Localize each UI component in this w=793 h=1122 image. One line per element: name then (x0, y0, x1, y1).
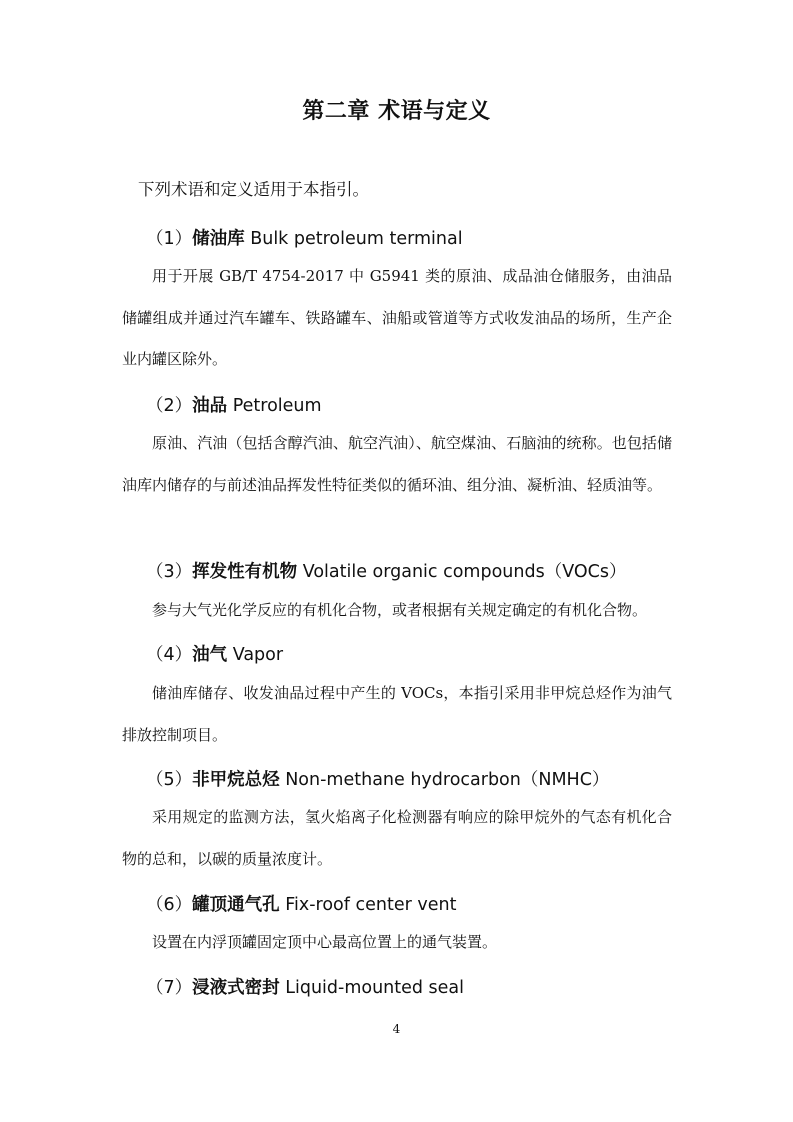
chapter-title: 第二章 术语与定义 (302, 99, 491, 124)
term-heading-5 (146, 766, 609, 791)
term-english: Volatile organic compounds（VOCs） (302, 562, 627, 582)
term-number: （1） (146, 229, 193, 249)
term-english: Non-methane hydrocarbon（NMHC） (285, 770, 610, 790)
term-definition-3: 参与大气光化学反应的有机化合物，或者根据有关规定确定的有机化合物。 (152, 601, 648, 619)
term-chinese: 非甲烷总烃 (192, 770, 280, 790)
term-definition-4: 储油库储存、收发油品过程中产生的 VOCs，本指引采用非甲烷总烃作为油气排放控制项目。 (122, 684, 672, 744)
term-chinese: 油品 (192, 396, 228, 416)
term-chinese: 油气 (192, 645, 228, 665)
term-english: Bulk petroleum terminal (250, 229, 463, 249)
term-number: （6） (146, 895, 193, 915)
term-definition-6: 设置在内浮顶罐固定顶中心最高位置上的通气装置。 (152, 933, 498, 951)
term-heading-4 (146, 641, 283, 666)
term-english: Petroleum (232, 396, 322, 416)
term-english: Liquid-mounted seal (285, 978, 465, 998)
page-number: 4 (392, 1022, 401, 1036)
term-definition-2: 原油、汽油（包括含醇汽油、航空汽油）、航空煤油、石脑油的统称。也包括储油库内储存的与前述油品挥发性特征类似的循环油、组分油、凝析油、轻质油等。 (122, 434, 672, 494)
term-number: （5） (146, 770, 193, 790)
term-definition-5: 采用规定的监测方法，氢火焰离子化检测器有响应的除甲烷外的气态有机化合物的总和，以碳的质量浓度计。 (122, 808, 672, 868)
term-number: （7） (146, 978, 193, 998)
term-heading-1 (146, 225, 463, 250)
term-number: （2） (146, 396, 193, 416)
term-number: （4） (146, 645, 193, 665)
term-english: Vapor (232, 645, 284, 665)
term-chinese: 储油库 (192, 229, 245, 249)
term-chinese: 罐顶通气孔 (192, 895, 280, 915)
term-heading-3 (146, 558, 626, 583)
intro-paragraph: 下列术语和定义适用于本指引。 (138, 180, 369, 199)
term-english: Fix-roof center vent (285, 895, 457, 915)
term-chinese: 浸液式密封 (192, 978, 280, 998)
term-heading-7 (146, 974, 464, 999)
term-chinese: 挥发性有机物 (192, 562, 298, 582)
term-heading-6 (146, 891, 456, 916)
term-heading-2 (146, 392, 322, 417)
term-number: （3） (146, 562, 193, 582)
term-definition-1: 用于开展 GB/T 4754-2017 中 G5941 类的原油、成品油仓储服务，由油品储罐组成并通过汽车罐车、铁路罐车、油船或管道等方式收发油品的场所，生产企业内罐区除外。 (122, 267, 672, 368)
